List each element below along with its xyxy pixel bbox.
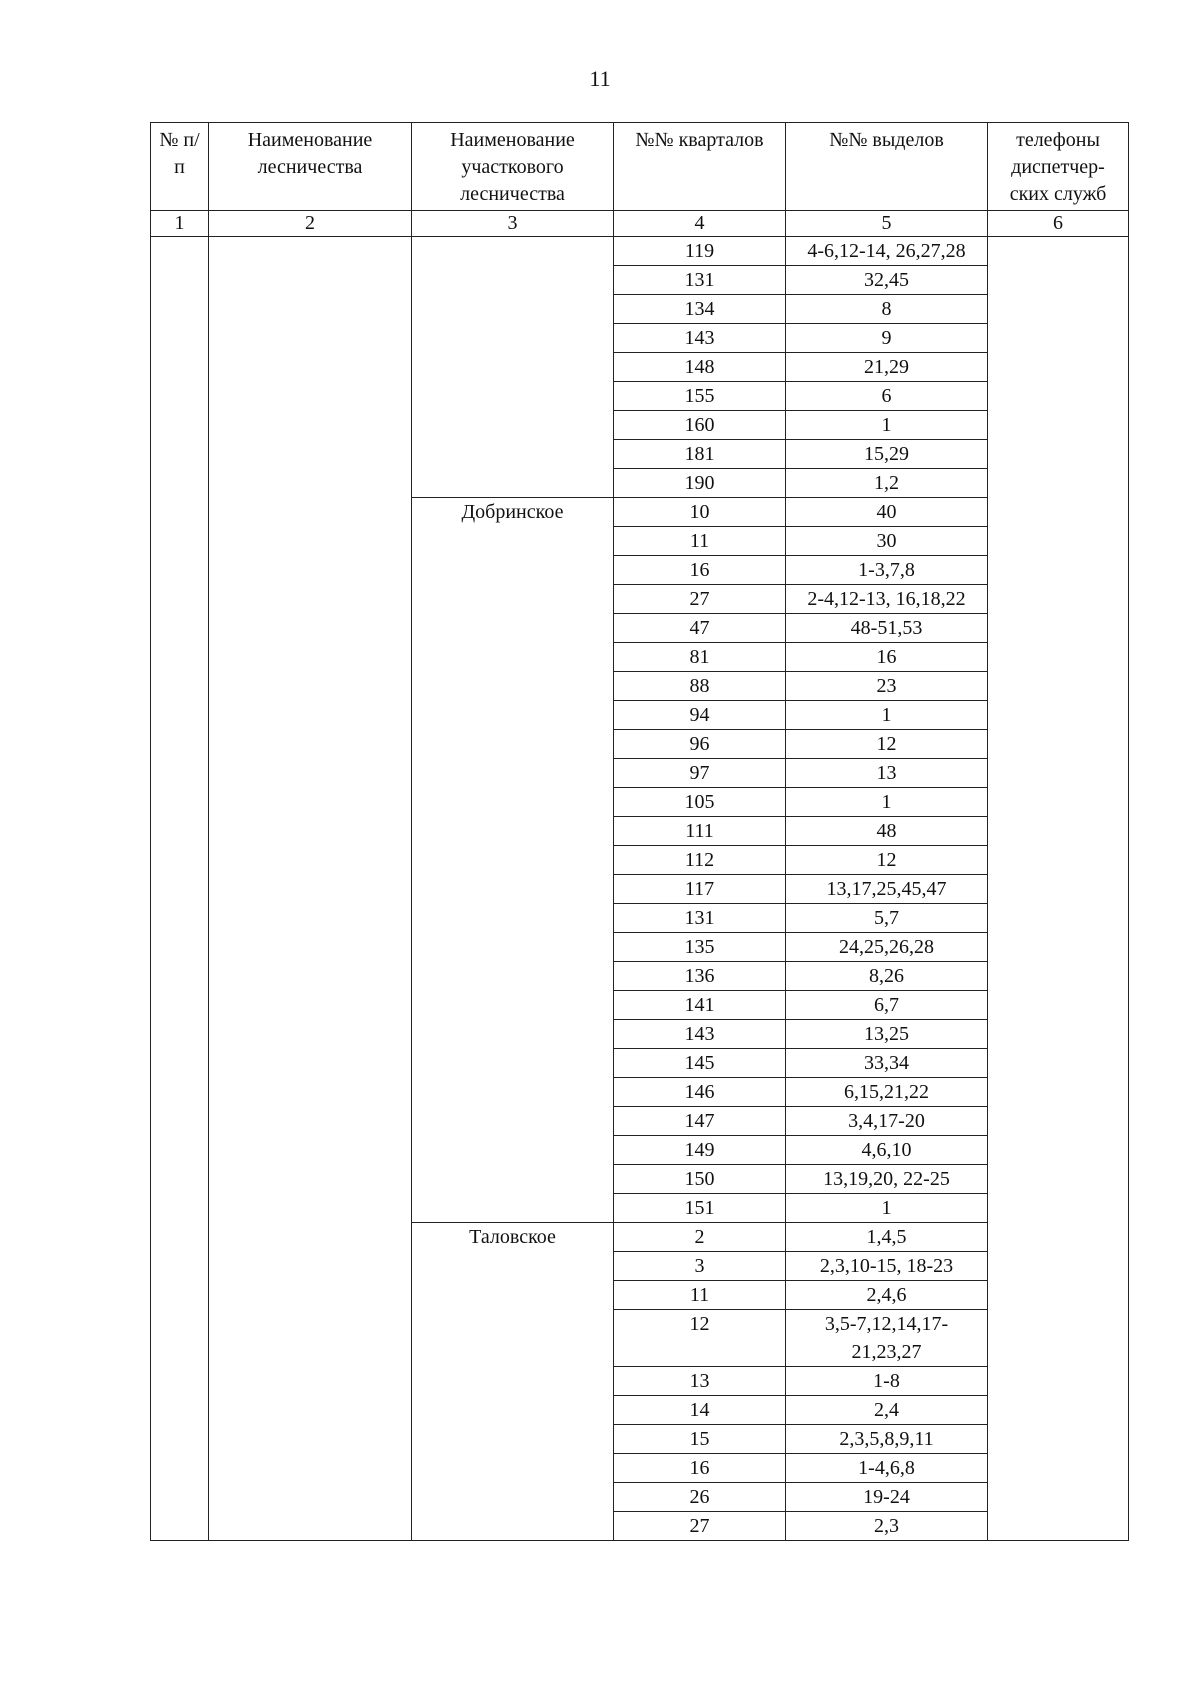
allotment-cell: 24,25,26,28 [786,933,988,962]
quarter-cell: 134 [614,295,786,324]
allotment-cell: 13,19,20, 22-25 [786,1165,988,1194]
allotment-cell: 33,34 [786,1049,988,1078]
allotment-cell: 13 [786,759,988,788]
allotment-cell: 1,4,5 [786,1223,988,1252]
dispatch-phone-cell [988,237,1129,1541]
allotment-cell: 19-24 [786,1483,988,1512]
quarter-cell: 136 [614,962,786,991]
allotment-cell: 8 [786,295,988,324]
quarter-cell: 111 [614,817,786,846]
num-cell [151,237,209,1541]
quarter-cell: 131 [614,904,786,933]
quarter-cell: 10 [614,498,786,527]
allotment-cell: 1 [786,788,988,817]
quarter-cell: 81 [614,643,786,672]
quarter-cell: 11 [614,527,786,556]
column-number: 3 [412,211,614,237]
allotment-cell: 3,4,17-20 [786,1107,988,1136]
allotment-cell: 30 [786,527,988,556]
quarter-cell: 141 [614,991,786,1020]
allotment-cell: 8,26 [786,962,988,991]
quarter-cell: 145 [614,1049,786,1078]
allotment-cell: 48-51,53 [786,614,988,643]
quarter-cell: 143 [614,1020,786,1049]
district-forestry-name [412,237,614,498]
forestry-table [150,122,1129,1541]
allotment-cell: 16 [786,643,988,672]
allotment-cell: 21,29 [786,353,988,382]
quarter-cell: 11 [614,1281,786,1310]
quarter-cell: 119 [614,237,786,266]
header-forestry: Наименование лесничества [209,123,412,211]
allotment-cell: 4,6,10 [786,1136,988,1165]
allotment-cell: 2,4 [786,1396,988,1425]
quarter-cell: 2 [614,1223,786,1252]
allotment-cell: 5,7 [786,904,988,933]
quarter-cell: 26 [614,1483,786,1512]
allotment-cell: 1-3,7,8 [786,556,988,585]
quarter-cell: 15 [614,1425,786,1454]
column-number: 1 [151,211,209,237]
quarter-cell: 97 [614,759,786,788]
quarter-cell: 13 [614,1367,786,1396]
allotment-cell: 3,5-7,12,14,17- 21,23,27 [786,1310,988,1367]
quarter-cell: 96 [614,730,786,759]
allotment-cell: 9 [786,324,988,353]
header-dispatch-phones: телефоны диспетчер-ских служб [988,123,1129,211]
allotment-cell: 15,29 [786,440,988,469]
column-number: 5 [786,211,988,237]
quarter-cell: 160 [614,411,786,440]
header-quarters: №№ кварталов [614,123,786,211]
allotment-cell: 12 [786,730,988,759]
quarter-cell: 131 [614,266,786,295]
quarter-cell: 155 [614,382,786,411]
quarter-cell: 181 [614,440,786,469]
column-number: 4 [614,211,786,237]
header-allotments: №№ выделов [786,123,988,211]
header-row [151,123,1129,211]
allotment-cell: 12 [786,846,988,875]
quarter-cell: 151 [614,1194,786,1223]
allotment-cell: 1-4,6,8 [786,1454,988,1483]
forestry-name-cell [209,237,412,1541]
quarter-cell: 12 [614,1310,786,1367]
allotment-cell: 13,17,25,45,47 [786,875,988,904]
quarter-cell: 3 [614,1252,786,1281]
allotment-cell: 6,7 [786,991,988,1020]
allotment-cell: 48 [786,817,988,846]
quarter-cell: 27 [614,1512,786,1541]
header-num: № п/п [151,123,209,211]
allotment-cell: 6,15,21,22 [786,1078,988,1107]
allotment-cell: 1,2 [786,469,988,498]
allotment-cell: 2-4,12-13, 16,18,22 [786,585,988,614]
quarter-cell: 88 [614,672,786,701]
column-number: 6 [988,211,1129,237]
allotment-cell: 32,45 [786,266,988,295]
quarter-cell: 112 [614,846,786,875]
quarter-cell: 105 [614,788,786,817]
allotment-cell: 2,3 [786,1512,988,1541]
allotment-cell: 23 [786,672,988,701]
allotment-cell: 13,25 [786,1020,988,1049]
page-number: 11 [589,66,611,91]
allotment-cell: 2,4,6 [786,1281,988,1310]
quarter-cell: 146 [614,1078,786,1107]
quarter-cell: 16 [614,556,786,585]
quarter-cell: 148 [614,353,786,382]
allotment-cell: 2,3,10-15, 18-23 [786,1252,988,1281]
allotment-cell: 4-6,12-14, 26,27,28 [786,237,988,266]
table-body [151,237,1129,1541]
allotment-cell: 2,3,5,8,9,11 [786,1425,988,1454]
quarter-cell: 190 [614,469,786,498]
allotment-cell: 1 [786,411,988,440]
quarter-cell: 149 [614,1136,786,1165]
quarter-cell: 94 [614,701,786,730]
allotment-cell: 1 [786,701,988,730]
column-number: 2 [209,211,412,237]
allotment-cell: 1 [786,1194,988,1223]
district-forestry-name: Таловское [412,1223,614,1541]
allotment-cell: 6 [786,382,988,411]
header-district-forestry: Наименование участкового лесничества [412,123,614,211]
quarter-cell: 27 [614,585,786,614]
quarter-cell: 16 [614,1454,786,1483]
allotment-cell: 40 [786,498,988,527]
district-forestry-name: Добринское [412,498,614,1223]
quarter-cell: 135 [614,933,786,962]
column-numbers-row [151,211,1129,237]
quarter-cell: 143 [614,324,786,353]
quarter-cell: 14 [614,1396,786,1425]
quarter-cell: 47 [614,614,786,643]
allotment-cell: 1-8 [786,1367,988,1396]
quarter-cell: 147 [614,1107,786,1136]
table-row [151,237,1129,266]
quarter-cell: 150 [614,1165,786,1194]
quarter-cell: 117 [614,875,786,904]
